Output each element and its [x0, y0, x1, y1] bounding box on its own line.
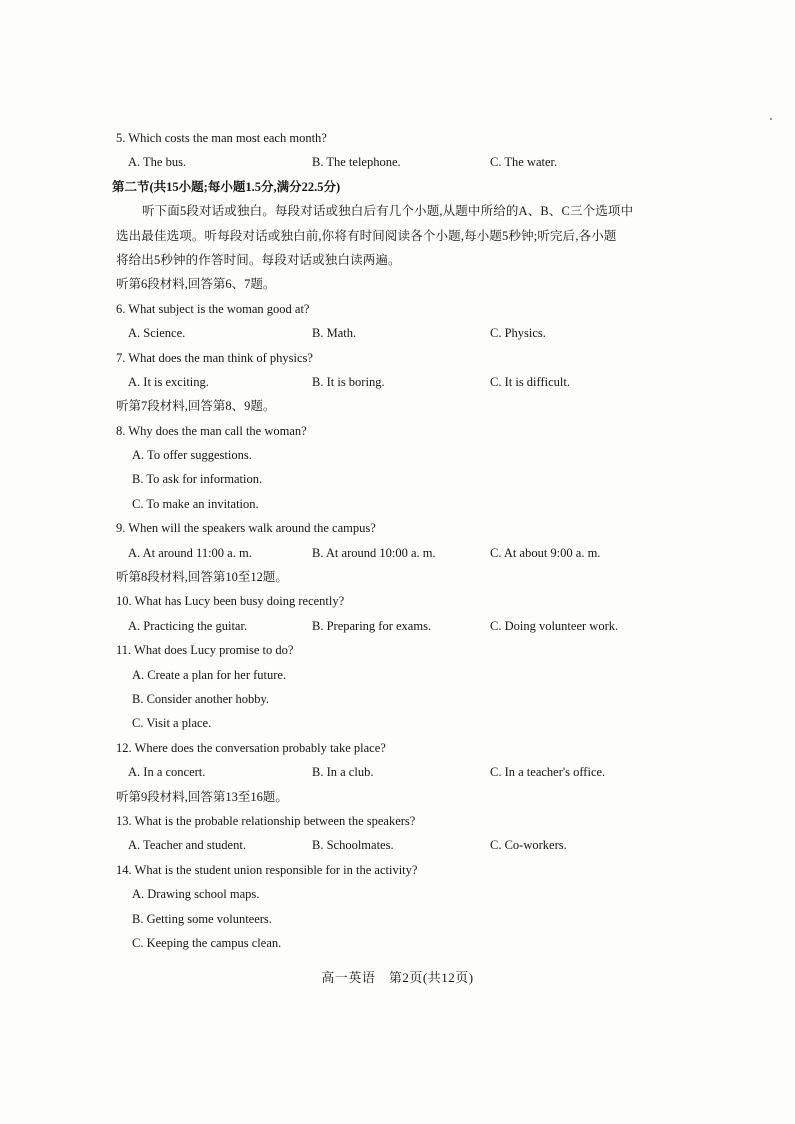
question-6-options [112, 321, 682, 345]
section-2-instruction-line-2: 选出最佳选项。听每段对话或独白前,你将有时间阅读各个小题,每小题5秒钟;听完后,各小题 [116, 228, 617, 243]
question-12-stem: 12. Where does the conversation probably take place? [116, 740, 386, 755]
question-9-option-c: C. At about 9:00 a. m. [490, 545, 601, 560]
page-content [112, 126, 682, 955]
question-10-option-c: C. Doing volunteer work. [490, 618, 619, 633]
question-9-option-b: B. At around 10:00 a. m. [312, 545, 436, 560]
question-7-stem: 7. What does the man think of physics? [116, 350, 313, 365]
question-7-option-b: B. It is boring. [312, 374, 385, 389]
section-2-instruction-line-3: 将给出5秒钟的作答时间。每段对话或独白读两遍。 [116, 252, 401, 267]
question-7-options [112, 370, 682, 394]
question-6-option-b: B. Math. [312, 326, 357, 341]
scan-speck [770, 118, 772, 120]
page-footer: 高一英语 第2页(共12页) [321, 970, 474, 985]
question-14-option-a: A. Drawing school maps. [132, 887, 260, 902]
question-11-option-b: B. Consider another hobby. [132, 691, 270, 706]
question-8-option-a: A. To offer suggestions. [132, 448, 252, 463]
question-8-stem: 8. Why does the man call the woman? [116, 423, 307, 438]
question-11-option-a: A. Create a plan for her future. [132, 667, 287, 682]
question-5-option-c: C. The water. [490, 155, 558, 170]
question-13-option-a: A. Teacher and student. [128, 838, 246, 853]
question-6-option-c: C. Physics. [490, 326, 546, 341]
question-7-option-c: C. It is difficult. [490, 374, 570, 389]
question-12-options [112, 760, 682, 784]
question-13-option-b: B. Schoolmates. [312, 838, 394, 853]
question-5-options [112, 150, 682, 174]
question-12-option-b: B. In a club. [312, 765, 374, 780]
question-6-stem: 6. What subject is the woman good at? [116, 301, 310, 316]
question-8-option-c: C. To make an invitation. [132, 496, 259, 511]
section-2-instruction-line-1: 听下面5段对话或独白。每段对话或独白后有几个小题,从题中所给的A、B、C三个选项中 [142, 204, 634, 219]
question-13-option-c: C. Co-workers. [490, 838, 567, 853]
question-5-option-b: B. The telephone. [312, 155, 401, 170]
question-11-stem: 11. What does Lucy promise to do? [116, 643, 294, 658]
material-6-note: 听第6段材料,回答第6、7题。 [116, 277, 276, 292]
material-9-note: 听第9段材料,回答第13至16题。 [116, 789, 288, 804]
material-8-note: 听第8段材料,回答第10至12题。 [116, 570, 288, 585]
question-9-options [112, 541, 682, 565]
question-10-options [112, 614, 682, 638]
question-14-option-b: B. Getting some volunteers. [132, 911, 272, 926]
question-6-option-a: A. Science. [128, 326, 186, 341]
question-14-option-c: C. Keeping the campus clean. [132, 935, 282, 950]
question-5-stem: 5. Which costs the man most each month? [116, 131, 327, 145]
section-2-heading: 第二节(共15小题;每小题1.5分,满分22.5分) [112, 179, 341, 194]
question-9-option-a: A. At around 11:00 a. m. [128, 545, 252, 560]
question-10-stem: 10. What has Lucy been busy doing recently? [116, 594, 345, 609]
question-13-stem: 13. What is the probable relationship between the speakers? [116, 813, 416, 828]
question-13-options [112, 833, 682, 857]
question-8-option-b: B. To ask for information. [132, 472, 263, 487]
question-11-option-c: C. Visit a place. [132, 716, 212, 731]
question-10-option-b: B. Preparing for exams. [312, 618, 432, 633]
question-12-option-a: A. In a concert. [128, 765, 206, 780]
question-7-option-a: A. It is exciting. [128, 374, 209, 389]
question-10-option-a: A. Practicing the guitar. [128, 618, 248, 633]
question-5-option-a: A. The bus. [128, 155, 187, 170]
question-14-stem: 14. What is the student union responsible for in the activity? [116, 862, 418, 877]
question-9-stem: 9. When will the speakers walk around the campus? [116, 521, 376, 536]
question-12-option-c: C. In a teacher's office. [490, 765, 606, 780]
material-7-note: 听第7段材料,回答第8、9题。 [116, 399, 276, 414]
